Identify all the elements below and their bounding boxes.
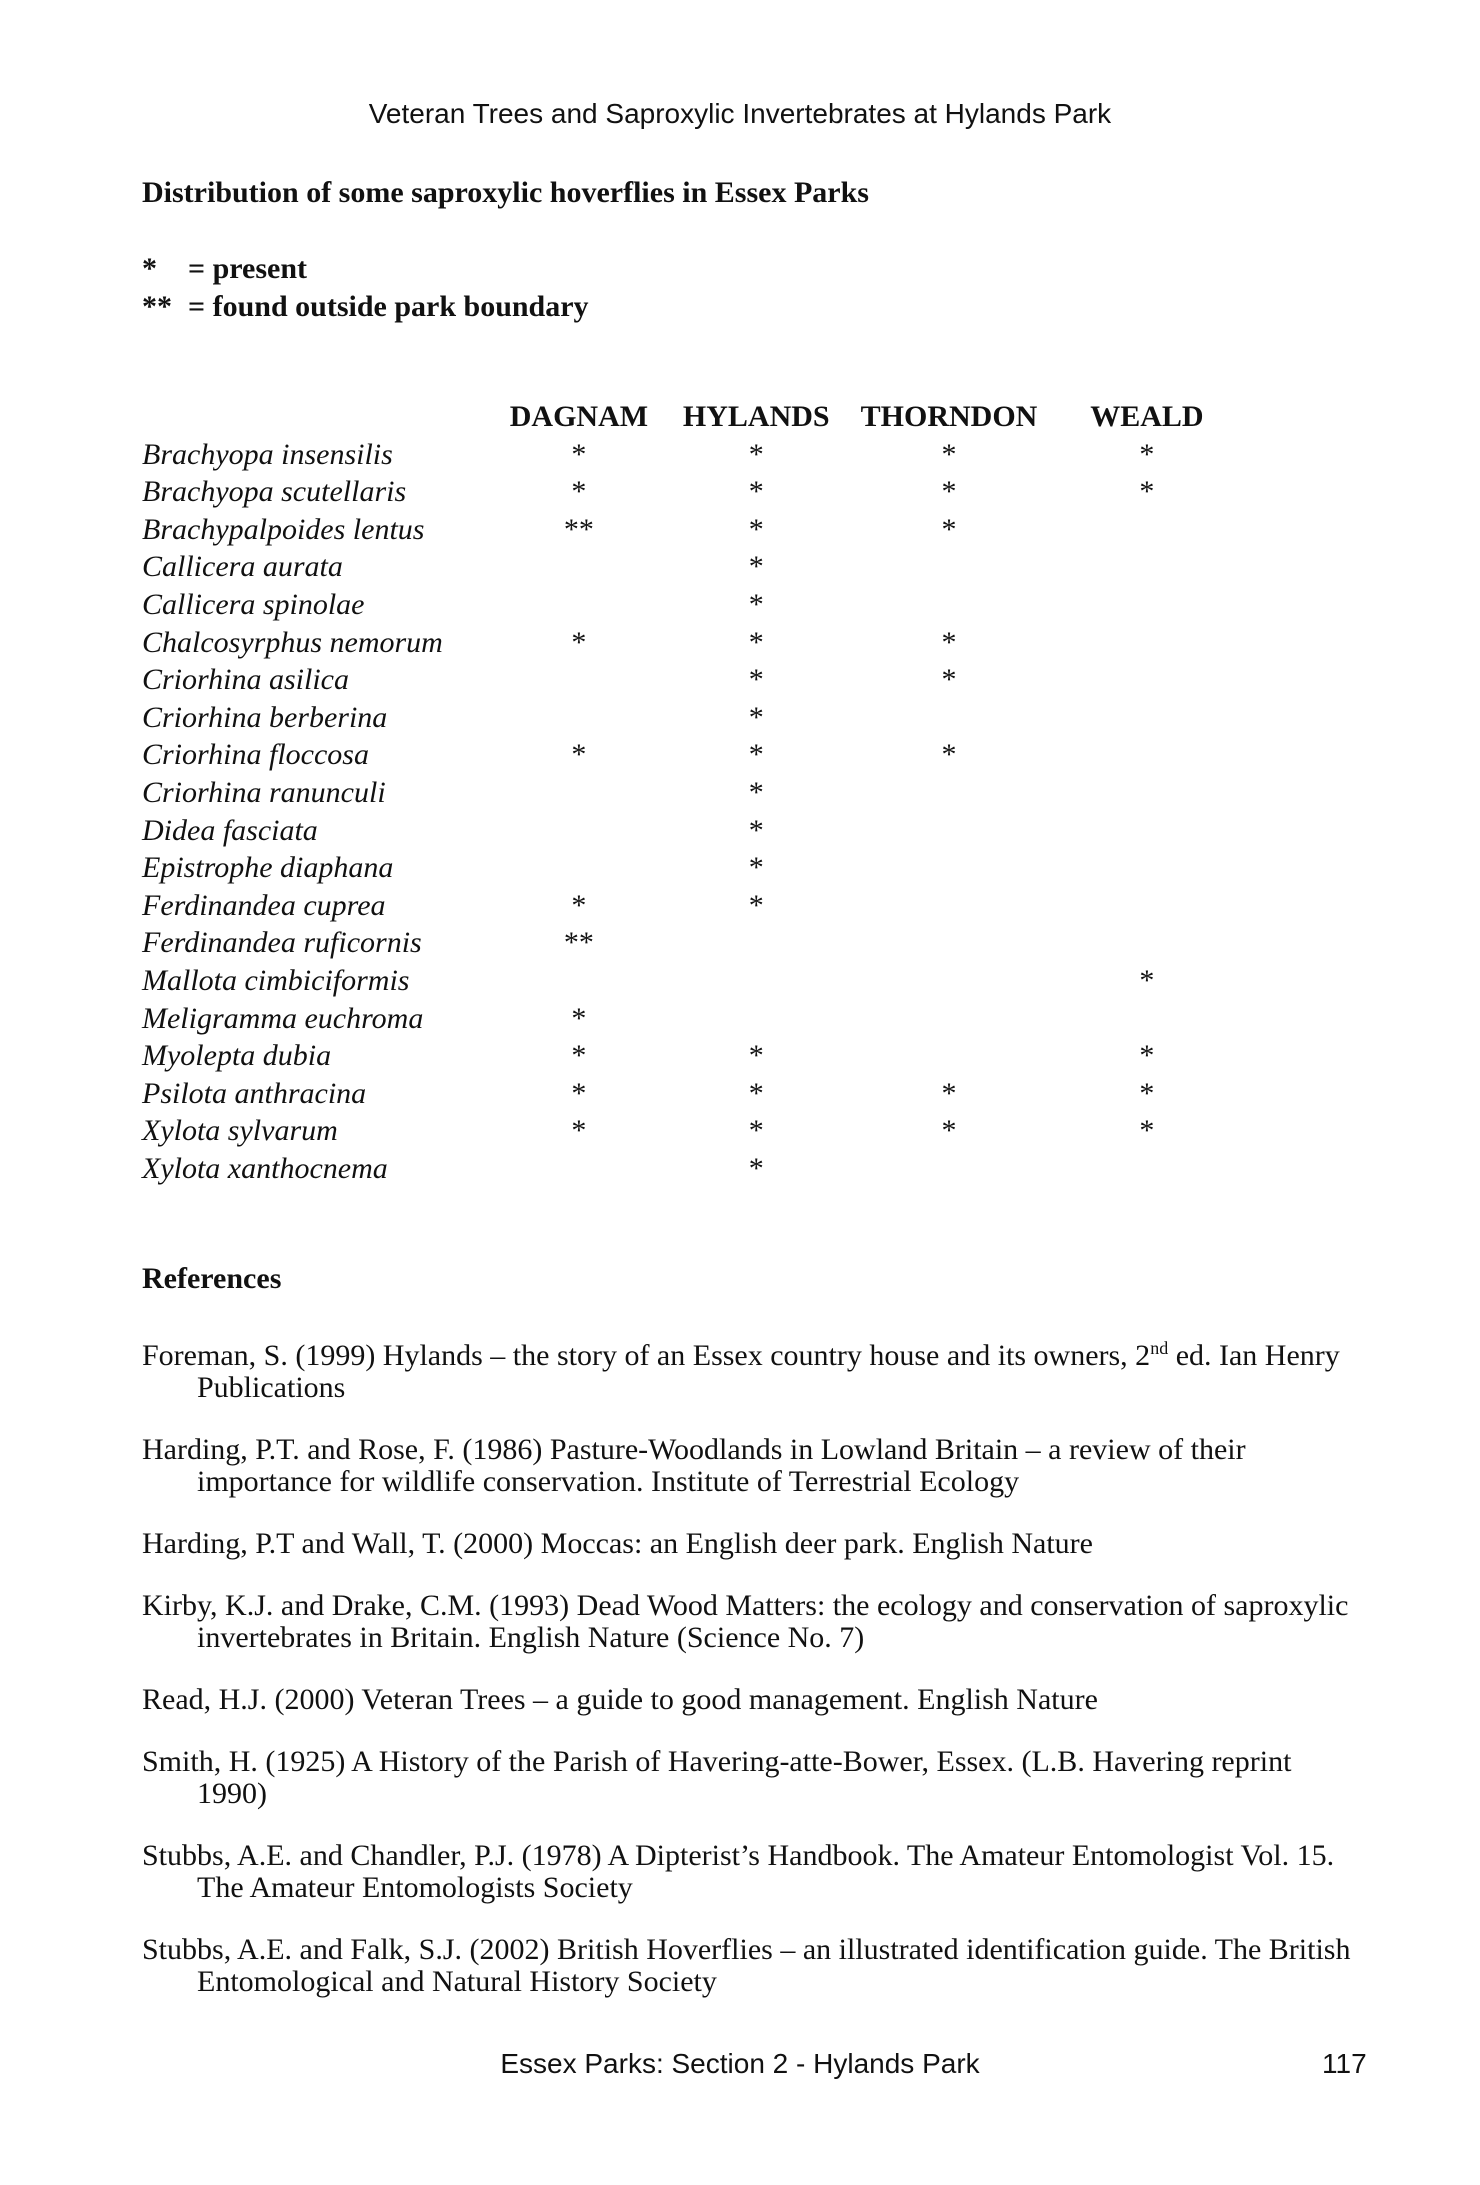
presence-mark: *: [571, 1039, 587, 1073]
references-list: [142, 1332, 1362, 2028]
presence-mark: *: [941, 738, 957, 772]
table-body: [142, 436, 1242, 1188]
presence-mark: *: [571, 1001, 587, 1035]
presence-mark: *: [941, 512, 957, 546]
species-name: Meligramma euchroma: [142, 1001, 424, 1035]
reference-text: Read, H.J. (2000) Veteran Trees – a guide to good management. English Nature: [142, 1683, 1098, 1716]
presence-mark: *: [748, 775, 764, 809]
presence-mark: *: [748, 1114, 764, 1148]
reference-text-continued: ed. Ian Henry Publications: [197, 1339, 1340, 1404]
presence-mark: *: [941, 625, 957, 659]
presence-mark: *: [748, 512, 764, 546]
presence-mark: *: [571, 437, 587, 471]
reference-superscript: nd: [1150, 1338, 1169, 1358]
page-number: 117: [1322, 2048, 1367, 2079]
presence-mark: [666, 924, 846, 962]
presence-mark: [846, 1037, 1052, 1075]
presence-mark: [492, 774, 667, 812]
table-row: [142, 436, 1242, 474]
table-row: [142, 661, 1242, 699]
presence-mark: *: [748, 437, 764, 471]
table-row: [142, 736, 1242, 774]
presence-mark: *: [571, 1114, 587, 1148]
species-name: Ferdinandea ruficornis: [142, 926, 422, 960]
presence-mark: [1052, 924, 1242, 962]
legend-meaning: = found outside park boundary: [188, 290, 589, 323]
table-row: [142, 699, 1242, 737]
presence-mark: [1052, 511, 1242, 549]
presence-mark: *: [748, 738, 764, 772]
reference-item: [142, 1840, 1362, 1904]
presence-mark: [492, 849, 667, 887]
presence-mark: *: [571, 475, 587, 509]
presence-mark: [1052, 812, 1242, 850]
table-row: [142, 812, 1242, 850]
presence-mark: *: [748, 475, 764, 509]
presence-mark: [492, 962, 667, 1000]
column-header-species: [142, 398, 492, 436]
presence-mark: *: [748, 851, 764, 885]
presence-mark: *: [748, 1076, 764, 1110]
presence-mark: [492, 548, 667, 586]
presence-mark: [1052, 736, 1242, 774]
presence-mark: [846, 548, 1052, 586]
reference-item: [142, 1934, 1362, 1998]
species-name: Psilota anthracina: [142, 1076, 367, 1110]
presence-mark: [1052, 849, 1242, 887]
species-name: Xylota sylvarum: [142, 1114, 338, 1148]
table-row: [142, 473, 1242, 511]
table-row: [142, 1150, 1242, 1188]
column-header-thorndon: THORNDON: [860, 400, 1038, 433]
presence-mark: [846, 849, 1052, 887]
section-title: Distribution of some saproxylic hoverflies in Essex Parks: [142, 176, 869, 209]
reference-text: Stubbs, A.E. and Chandler, P.J. (1978) A Dipterist’s Handbook. The Amateur Entomologist Vol. 15. The Amateur Entomologists Society: [142, 1839, 1335, 1904]
species-name: Callicera aurata: [142, 550, 343, 584]
species-name: Brachyopa scutellaris: [142, 475, 407, 509]
presence-mark: **: [563, 926, 594, 960]
presence-mark: [492, 586, 667, 624]
species-name: Brachypalpoides lentus: [142, 512, 425, 546]
presence-mark: *: [571, 625, 587, 659]
species-name: Mallota cimbiciformis: [142, 963, 410, 997]
table-row: [142, 849, 1242, 887]
presence-mark: *: [1139, 475, 1155, 509]
presence-mark: *: [1139, 1039, 1155, 1073]
presence-mark: [666, 962, 846, 1000]
legend-line: [142, 288, 589, 326]
presence-mark: [492, 1150, 667, 1188]
table-row: [142, 774, 1242, 812]
table-row: [142, 1000, 1242, 1038]
reference-text: Harding, P.T. and Rose, F. (1986) Pasture-Woodlands in Lowland Britain – a review of their importance for wildlife conservation. Institute of Terrestrial Ecology: [142, 1433, 1246, 1498]
presence-mark: [846, 962, 1052, 1000]
reference-text: Stubbs, A.E. and Falk, S.J. (2002) British Hoverflies – an illustrated identification guide. The British Entomological and Natural History Society: [142, 1933, 1351, 1998]
table-row: [142, 924, 1242, 962]
presence-mark: [666, 1000, 846, 1038]
table-row: [142, 962, 1242, 1000]
presence-mark: [1052, 586, 1242, 624]
reference-item: [142, 1590, 1362, 1654]
references-heading: References: [142, 1262, 282, 1295]
species-name: Myolepta dubia: [142, 1039, 332, 1073]
species-name: Criorhina berberina: [142, 700, 388, 734]
reference-text: Foreman, S. (1999) Hylands – the story of an Essex country house and its owners, 2: [142, 1339, 1151, 1372]
reference-item: [142, 1746, 1362, 1810]
running-header: Veteran Trees and Saproxylic Invertebrates at Hylands Park: [368, 98, 1112, 129]
table-row: [142, 586, 1242, 624]
reference-item: [142, 1684, 1362, 1716]
presence-mark: *: [941, 437, 957, 471]
presence-mark: *: [571, 888, 587, 922]
presence-mark: [1052, 548, 1242, 586]
presence-mark: [1052, 624, 1242, 662]
presence-mark: [1052, 1000, 1242, 1038]
presence-mark: [846, 1150, 1052, 1188]
presence-mark: *: [748, 587, 764, 621]
species-name: Criorhina floccosa: [142, 738, 369, 772]
presence-mark: [846, 812, 1052, 850]
legend: [142, 250, 589, 326]
presence-mark: [492, 661, 667, 699]
species-name: Brachyopa insensilis: [142, 437, 393, 471]
presence-mark: **: [563, 512, 594, 546]
distribution-table: [142, 398, 1242, 1187]
presence-mark: *: [941, 663, 957, 697]
presence-mark: [1052, 699, 1242, 737]
presence-mark: *: [748, 1039, 764, 1073]
reference-item: [142, 1528, 1362, 1560]
column-header-hylands: HYLANDS: [682, 400, 830, 433]
presence-mark: [1052, 774, 1242, 812]
presence-mark: [846, 924, 1052, 962]
table-row: [142, 624, 1242, 662]
reference-text: Smith, H. (1925) A History of the Parish of Havering-atte-Bower, Essex. (L.B. Havering reprint 1990): [142, 1745, 1292, 1810]
table-row: [142, 511, 1242, 549]
presence-mark: [1052, 1150, 1242, 1188]
table-row: [142, 1037, 1242, 1075]
species-name: Chalcosyrphus nemorum: [142, 625, 443, 659]
presence-mark: [846, 586, 1052, 624]
presence-mark: *: [748, 625, 764, 659]
presence-mark: *: [941, 1076, 957, 1110]
column-header-dagnam: DAGNAM: [509, 400, 649, 433]
column-header-weald: WEALD: [1090, 400, 1204, 433]
presence-mark: *: [1139, 437, 1155, 471]
presence-mark: *: [1139, 963, 1155, 997]
table-header-row: [142, 398, 1242, 436]
table-row: [142, 1075, 1242, 1113]
presence-mark: *: [748, 550, 764, 584]
presence-mark: *: [571, 1076, 587, 1110]
table-row: [142, 548, 1242, 586]
legend-symbol: *: [142, 252, 157, 285]
presence-mark: *: [748, 1151, 764, 1185]
reference-text: Kirby, K.J. and Drake, C.M. (1993) Dead Wood Matters: the ecology and conservation of saproxylic invertebrates in Britain. English Nature (Science No. 7): [142, 1589, 1349, 1654]
species-name: Xylota xanthocnema: [142, 1151, 388, 1185]
presence-mark: [1052, 661, 1242, 699]
legend-meaning: = present: [188, 252, 308, 285]
table-row: [142, 1112, 1242, 1150]
legend-line: [142, 250, 589, 288]
presence-mark: [492, 699, 667, 737]
presence-mark: *: [571, 738, 587, 772]
table-row: [142, 887, 1242, 925]
reference-text: Harding, P.T and Wall, T. (2000) Moccas: an English deer park. English Nature: [142, 1527, 1093, 1560]
species-name: Didea fasciata: [142, 813, 318, 847]
footer-text: Essex Parks: Section 2 - Hylands Park: [500, 2048, 980, 2079]
presence-mark: [492, 812, 667, 850]
presence-mark: *: [941, 1114, 957, 1148]
legend-symbol: **: [142, 290, 172, 323]
presence-mark: *: [748, 888, 764, 922]
presence-mark: [1052, 887, 1242, 925]
species-name: Epistrophe diaphana: [142, 851, 394, 885]
reference-item: [142, 1434, 1362, 1498]
presence-mark: *: [1139, 1114, 1155, 1148]
presence-mark: [846, 774, 1052, 812]
presence-mark: *: [748, 813, 764, 847]
presence-mark: [846, 1000, 1052, 1038]
presence-mark: [846, 887, 1052, 925]
reference-item: [142, 1332, 1362, 1404]
presence-mark: *: [748, 700, 764, 734]
presence-mark: *: [941, 475, 957, 509]
presence-mark: *: [1139, 1076, 1155, 1110]
species-name: Ferdinandea cuprea: [142, 888, 386, 922]
presence-mark: [846, 699, 1052, 737]
species-name: Criorhina ranunculi: [142, 775, 386, 809]
species-name: Criorhina asilica: [142, 663, 349, 697]
species-name: Callicera spinolae: [142, 587, 365, 621]
presence-mark: *: [748, 663, 764, 697]
